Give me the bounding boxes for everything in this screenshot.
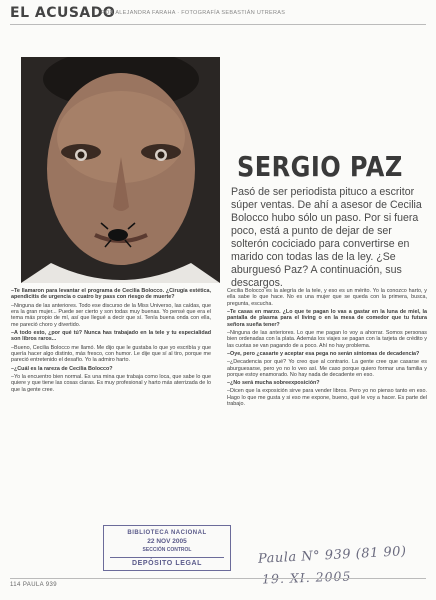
stamp-legal: DEPÓSITO LEGAL bbox=[110, 557, 224, 567]
interview-answer: –Ninguna de las anteriores. Todo ese discurso de la Miss Universo, las caídas, que era la gran mujer... Puede ser cierto y son todas muy buenas. Yo pensé que era el tema más propio de mí, así que llegué a decir que sí. Tenía buena onda con ella, me pareció choro y divertido. bbox=[11, 302, 211, 328]
portrait-photo bbox=[21, 57, 220, 283]
interview-question: –¿Cuál es la rareza de Cecilia Bolocco? bbox=[11, 365, 113, 372]
interview-question: –Te casas en marzo. ¿Lo que te pagan lo vas a gastar en la luna de miel, la pantalla de plasma para el living o en la mesa de comedor que tu futura señora sueña tener? bbox=[227, 309, 427, 328]
stamp-section: SECCIÓN CONTROL bbox=[142, 547, 192, 553]
article-intro: Pasó de ser periodista pituco a escritor súper ventas. De ahí a asesor de Cecilia Bolocco hubo sólo un paso. Por si fuera poco, está a punto de dejar de ser solterón cociciado para convertirse en marido con todas las de la ley. ¿Se aburguesó Paz? A continuación, sus descargos. bbox=[231, 186, 422, 289]
section-title: EL ACUSADO bbox=[10, 5, 116, 21]
interview-answer: –Ninguna de las anteriores. Lo que me pagan lo voy a ahorrar. Somos personas bien ordenadas con la plata. Además los viajes se pagan con la tarjeta de crédito y las cuotas se van pagando de a poco. Ahí no hay problema. bbox=[227, 330, 427, 349]
interview-answer: –Bueno, Cecilia Bolocco me llamó. Me dijo que le gustaba lo que yo escribía y que quería hacer algo distinto, más fresco, con humor. Le dije que sí al tiro, porque me pareció entretenido el desafío. Yo la admiro harto. bbox=[11, 344, 211, 364]
interview-question: –A todo esto, ¿por qué tú? Nunca has trabajado en la tele y tu especialidad son libros raros... bbox=[11, 330, 211, 343]
interview-question: –Te llamaron para levantar el programa de Cecilia Bolocco. ¿Cirugía estética, apendicitis de urgencia o cuatro by pass con riesgo de muerte? bbox=[11, 288, 211, 301]
header-rule bbox=[10, 24, 426, 25]
portrait-illustration bbox=[21, 57, 220, 283]
interview-answer: –Dicen que la exposición sirve para vender libros. Pero yo no pienso tanto en eso. Hago lo que me gusta y si eso me expone, bueno, qué le voy a hacer. Es parte del trabajo. bbox=[227, 388, 427, 408]
byline: POR ALEJANDRA FARAHA · FOTOGRAFÍA SEBASTIÁN UTRERAS bbox=[101, 10, 286, 16]
stamp-library: BIBLIOTECA NACIONAL bbox=[127, 530, 207, 536]
left-column bbox=[11, 288, 211, 395]
handwritten-reference: Paula N° 939 (81 90) bbox=[257, 544, 407, 567]
page-footer: 114 PAULA 939 bbox=[10, 582, 58, 588]
handwritten-date: 19. XI. 2005 bbox=[261, 568, 352, 587]
interview-question: –Oye, pero ¿casarte y aceptar esa pega no serán síntomas de decadencia? bbox=[227, 351, 420, 358]
stamp-date: 22 NOV 2005 bbox=[147, 538, 187, 545]
interview-question: –¿No será mucha sobreexposición? bbox=[227, 380, 320, 387]
article-title: SERGIO PAZ bbox=[237, 150, 403, 183]
interview-answer: –Yo la encuentro bien normal. Es una mina que trabaja como loca, que sabe lo que quiere y que tiene las cosas claras. Es muy profesional y harto más aterrizada de lo que la gente cree. bbox=[11, 373, 211, 393]
right-column bbox=[227, 288, 427, 409]
footer-rule bbox=[10, 578, 426, 579]
interview-answer: –¿Decadencia por qué? Yo creo que al contrario. La gente cree que casarse es aburguesarse, pero yo no lo veo así. Me caso porque quiero formar una familia y porque estoy enamorado. No hay nada de decadente en eso. bbox=[227, 359, 427, 379]
interview-answer: Cecilia Bolocco es la alegría de la tele, y eso es un mérito. Yo la conozco harto, y ella sabe lo que hace. No es una mujer que se queda con la primera, busca, pregunta, escucha. bbox=[227, 288, 427, 307]
library-stamp bbox=[103, 525, 231, 571]
